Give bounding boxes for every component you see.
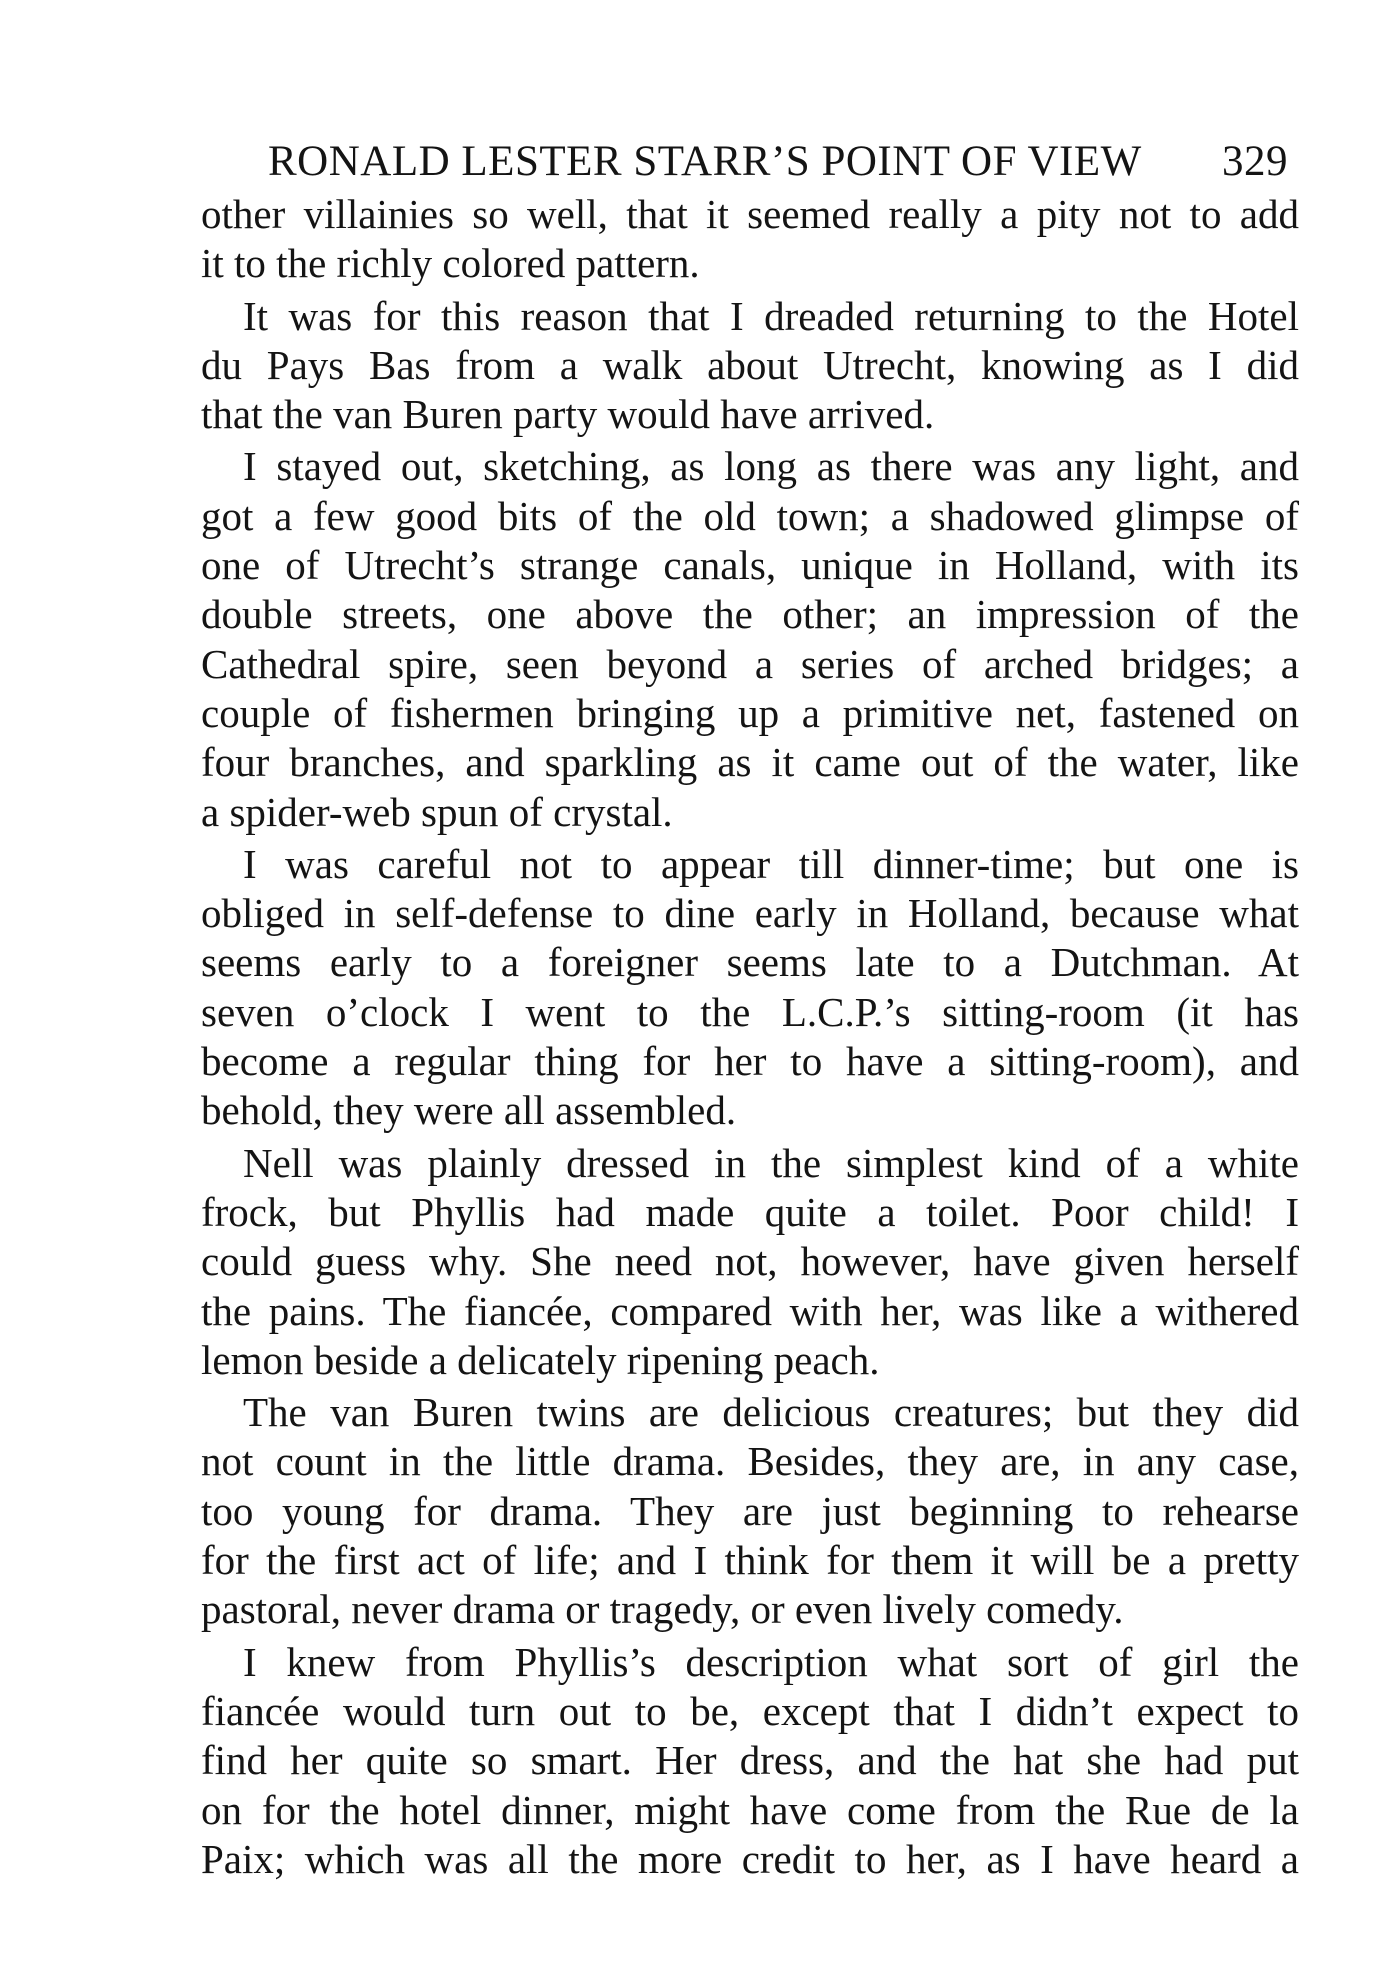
text-line: seems early to a foreigner seems late to a Dutchman. At	[201, 939, 1299, 986]
text-line: frock, but Phyllis had made quite a toilet. Poor child! I	[201, 1188, 1299, 1235]
paragraph-first-line: Nell was plainly dressed in the simplest kind of a white	[243, 1139, 1299, 1186]
text-line: du Pays Bas from a walk about Utrecht, knowing as I did	[201, 341, 1299, 388]
text-line: couple of fishermen bringing up a primitive net, fastened on	[201, 689, 1299, 736]
paragraph-first-line: I was careful not to appear till dinner-time; but one is	[243, 840, 1299, 887]
text-line: Cathedral spire, seen beyond a series of arched bridges; a	[201, 640, 1299, 687]
text-line: other villainies so well, that it seemed really a pity not to add	[201, 191, 1299, 237]
paragraph-first-line: I stayed out, sketching, as long as there was any light, and	[243, 443, 1299, 490]
text-line: the pains. The fiancée, compared with her, was like a withered	[201, 1287, 1299, 1334]
text-line: obliged in self-defense to dine early in Holland, because what	[201, 890, 1299, 937]
text-line: seven o’clock I went to the L.C.P.’s sitting-room (it has	[201, 988, 1299, 1035]
text-line: that the van Buren party would have arrived.	[201, 391, 935, 438]
text-line: four branches, and sparkling as it came out of the water, like	[201, 739, 1299, 786]
text-line: it to the richly colored pattern.	[201, 240, 700, 287]
text-line: double streets, one above the other; an impression of the	[201, 591, 1299, 638]
page-number: 329	[1222, 138, 1288, 185]
text-line: could guess why. She need not, however, have given herself	[201, 1238, 1299, 1285]
text-line: behold, they were all assembled.	[201, 1087, 737, 1134]
text-line: one of Utrecht’s strange canals, unique in Holland, with its	[201, 542, 1299, 589]
text-line: too young for drama. They are just beginning to rehearse	[201, 1487, 1299, 1534]
text-line: become a regular thing for her to have a sitting-room), and	[201, 1038, 1299, 1085]
running-head	[268, 132, 1288, 192]
running-title: RONALD LESTER STARR’S POINT OF VIEW	[268, 138, 1142, 185]
text-line: a spider-web spun of crystal.	[201, 788, 673, 835]
text-line: for the first act of life; and I think for them it will be a pretty	[201, 1537, 1299, 1584]
text-line: got a few good bits of the old town; a shadowed glimpse of	[201, 492, 1299, 539]
text-line: find her quite so smart. Her dress, and the hat she had put	[201, 1737, 1299, 1784]
paragraph-first-line: I knew from Phyllis’s description what sort of girl the	[243, 1638, 1299, 1685]
text-line: fiancée would turn out to be, except that I didn’t expect to	[201, 1687, 1299, 1734]
text-line: pastoral, never drama or tragedy, or even lively comedy.	[201, 1586, 1124, 1633]
body-text	[201, 190, 1299, 1884]
text-line: lemon beside a delicately ripening peach.	[201, 1336, 880, 1383]
paragraph-first-line: It was for this reason that I dreaded returning to the Hotel	[243, 292, 1299, 339]
text-line: on for the hotel dinner, might have come from the Rue de la	[201, 1786, 1299, 1833]
text-line: Paix; which was all the more credit to her, as I have heard a	[201, 1835, 1299, 1882]
paragraph-first-line: The van Buren twins are delicious creatures; but they did	[243, 1389, 1299, 1436]
text-line: not count in the little drama. Besides, they are, in any case,	[201, 1438, 1299, 1485]
